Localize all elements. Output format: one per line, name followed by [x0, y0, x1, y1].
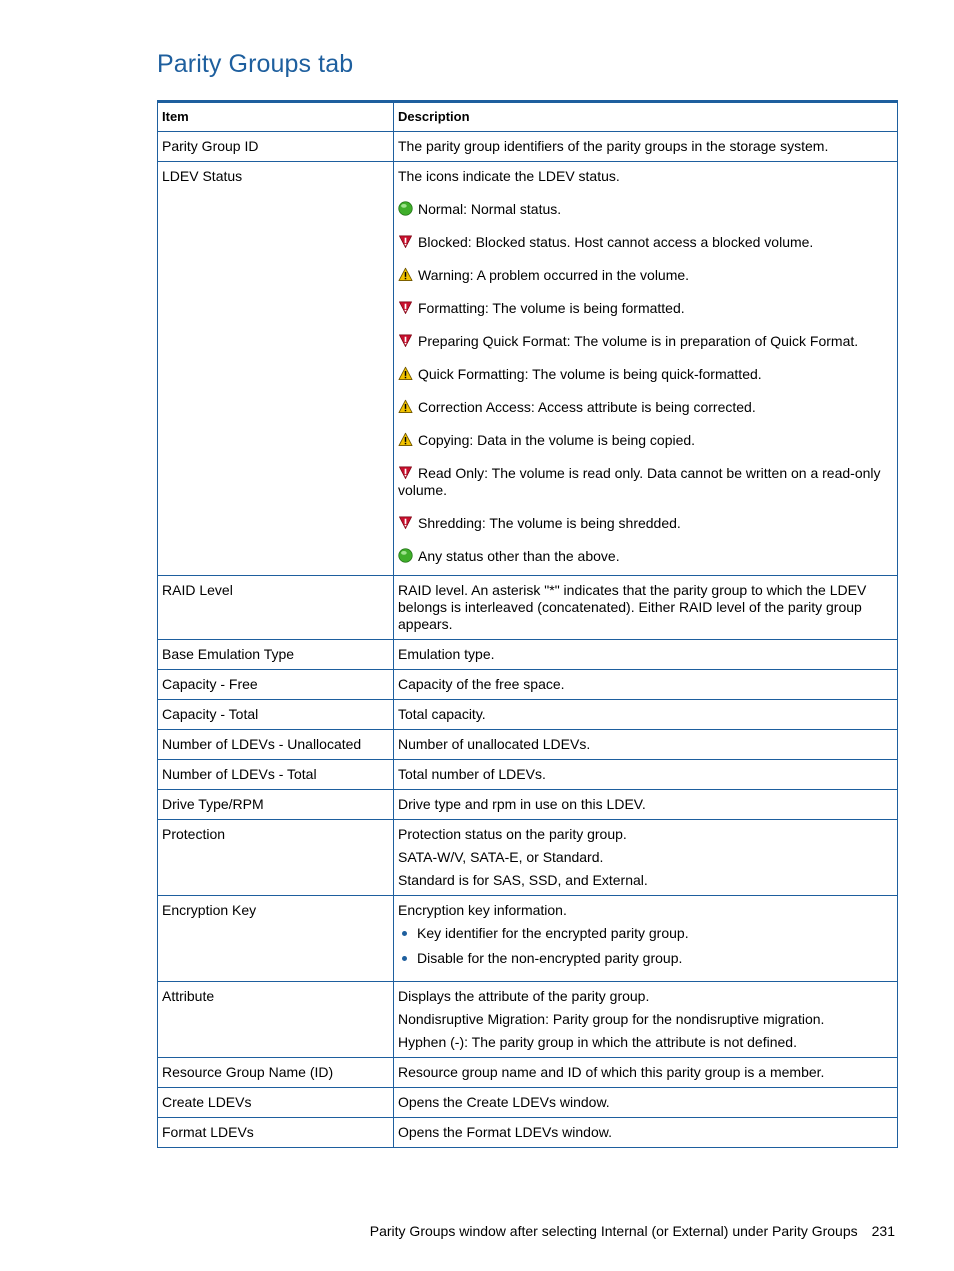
description-text: RAID level. An asterisk "*" indicates that the parity group to which the LDEV belongs is interleaved (concatenated). Either RAID level of the parity group appears. [398, 582, 867, 632]
description-text: Hyphen (-): The parity group in which the attribute is not defined. [398, 1034, 797, 1050]
table-body [158, 132, 898, 1148]
description-cell [394, 162, 898, 576]
ldev-status-text: Shredding: The volume is being shredded. [418, 515, 681, 531]
ldev-status-text: Warning: A problem occurred in the volume. [418, 267, 690, 283]
description-cell [394, 760, 898, 790]
page-title: Parity Groups tab [157, 50, 354, 78]
description-text: Opens the Create LDEVs window. [398, 1094, 610, 1110]
table-header-row [158, 102, 898, 132]
description-cell [394, 790, 898, 820]
page-footer [370, 1223, 895, 1239]
ldev-status-entry [398, 548, 893, 565]
ldev-status-entry [398, 201, 893, 218]
description-cell [394, 1058, 898, 1088]
page-number: 231 [871, 1223, 895, 1239]
header-description: Description [394, 102, 898, 132]
table-row [158, 896, 898, 982]
footer-text: Parity Groups window after selecting Internal (or External) under Parity Groups [369, 1223, 858, 1239]
ldev-status-text: Correction Access: Access attribute is being corrected. [418, 399, 756, 415]
ldev-status-entry [398, 366, 893, 383]
item-cell: Number of LDEVs - Unallocated [158, 730, 394, 760]
ldev-status-entry [398, 399, 893, 416]
ldev-status-entry [398, 300, 893, 317]
header-item: Item [158, 102, 394, 132]
bullet-list [398, 925, 893, 967]
description-text: Total capacity. [398, 706, 486, 722]
description-text: Protection status on the parity group. [398, 826, 627, 842]
ldev-status-text: Copying: Data in the volume is being copied. [418, 432, 696, 448]
warning-icon [398, 267, 413, 282]
item-cell: Parity Group ID [158, 132, 394, 162]
item-cell: RAID Level [158, 576, 394, 640]
item-cell: Encryption Key [158, 896, 394, 982]
table-row [158, 700, 898, 730]
description-cell [394, 132, 898, 162]
normal-icon [398, 548, 413, 563]
ldev-status-text: Normal: Normal status. [418, 201, 562, 217]
blocked-icon [398, 515, 413, 530]
blocked-icon [398, 333, 413, 348]
ldev-status-text: Formatting: The volume is being formatted. [418, 300, 685, 316]
normal-icon [398, 201, 413, 216]
description-text: Total number of LDEVs. [398, 766, 546, 782]
bullet-item: Key identifier for the encrypted parity group. [417, 925, 893, 942]
description-cell [394, 982, 898, 1058]
bullet-item: Disable for the non-encrypted parity group. [417, 950, 893, 967]
description-text: Capacity of the free space. [398, 676, 565, 692]
table-row [158, 1058, 898, 1088]
item-cell: Attribute [158, 982, 394, 1058]
description-text: The parity group identifiers of the parity groups in the storage system. [398, 138, 829, 154]
ldev-status-entry [398, 432, 893, 449]
table-row [158, 760, 898, 790]
item-cell: LDEV Status [158, 162, 394, 576]
description-cell [394, 1118, 898, 1148]
ldev-status-text: Quick Formatting: The volume is being quick-formatted. [418, 366, 762, 382]
ldev-status-text: Read Only: The volume is read only. Data cannot be written on a read-only volume. [398, 465, 881, 498]
description-cell [394, 670, 898, 700]
description-cell [394, 700, 898, 730]
table-row [158, 820, 898, 896]
ldev-status-entry [398, 234, 893, 251]
item-cell: Number of LDEVs - Total [158, 760, 394, 790]
table-row [158, 640, 898, 670]
description-cell [394, 896, 898, 982]
description-text: Resource group name and ID of which this parity group is a member. [398, 1064, 825, 1080]
description-text: Encryption key information. [398, 902, 567, 918]
item-cell: Format LDEVs [158, 1118, 394, 1148]
table-row [158, 982, 898, 1058]
description-cell [394, 1088, 898, 1118]
item-cell: Create LDEVs [158, 1088, 394, 1118]
blocked-icon [398, 234, 413, 249]
description-cell [394, 820, 898, 896]
blocked-icon [398, 465, 413, 480]
table-row [158, 162, 898, 576]
ldev-status-text: Any status other than the above. [418, 548, 620, 564]
description-text: Nondisruptive Migration: Parity group for the nondisruptive migration. [398, 1011, 825, 1027]
table-row [158, 1118, 898, 1148]
ldev-status-entry [398, 267, 893, 284]
description-cell [394, 640, 898, 670]
ldev-status-entry [398, 515, 893, 532]
table-row [158, 1088, 898, 1118]
ldev-status-text: Preparing Quick Format: The volume is in preparation of Quick Format. [418, 333, 859, 349]
parity-groups-table [157, 100, 898, 1148]
description-text: Drive type and rpm in use on this LDEV. [398, 796, 646, 812]
warning-icon [398, 399, 413, 414]
warning-icon [398, 366, 413, 381]
ldev-status-entry [398, 333, 893, 350]
item-cell: Capacity - Total [158, 700, 394, 730]
description-cell [394, 730, 898, 760]
blocked-icon [398, 300, 413, 315]
description-text: Emulation type. [398, 646, 495, 662]
item-cell: Drive Type/RPM [158, 790, 394, 820]
warning-icon [398, 432, 413, 447]
description-cell [394, 576, 898, 640]
item-cell: Protection [158, 820, 394, 896]
description-text: SATA-W/V, SATA-E, or Standard. [398, 849, 604, 865]
item-cell: Resource Group Name (ID) [158, 1058, 394, 1088]
item-cell: Base Emulation Type [158, 640, 394, 670]
description-text: Opens the Format LDEVs window. [398, 1124, 612, 1140]
table-row [158, 132, 898, 162]
description-text: Number of unallocated LDEVs. [398, 736, 591, 752]
description-text: The icons indicate the LDEV status. [398, 168, 620, 184]
ldev-status-text: Blocked: Blocked status. Host cannot access a blocked volume. [418, 234, 814, 250]
table-row [158, 670, 898, 700]
item-cell: Capacity - Free [158, 670, 394, 700]
table-row [158, 790, 898, 820]
ldev-status-entry [398, 465, 893, 499]
table-row [158, 730, 898, 760]
description-text: Standard is for SAS, SSD, and External. [398, 872, 648, 888]
description-text: Displays the attribute of the parity group. [398, 988, 650, 1004]
table-row [158, 576, 898, 640]
